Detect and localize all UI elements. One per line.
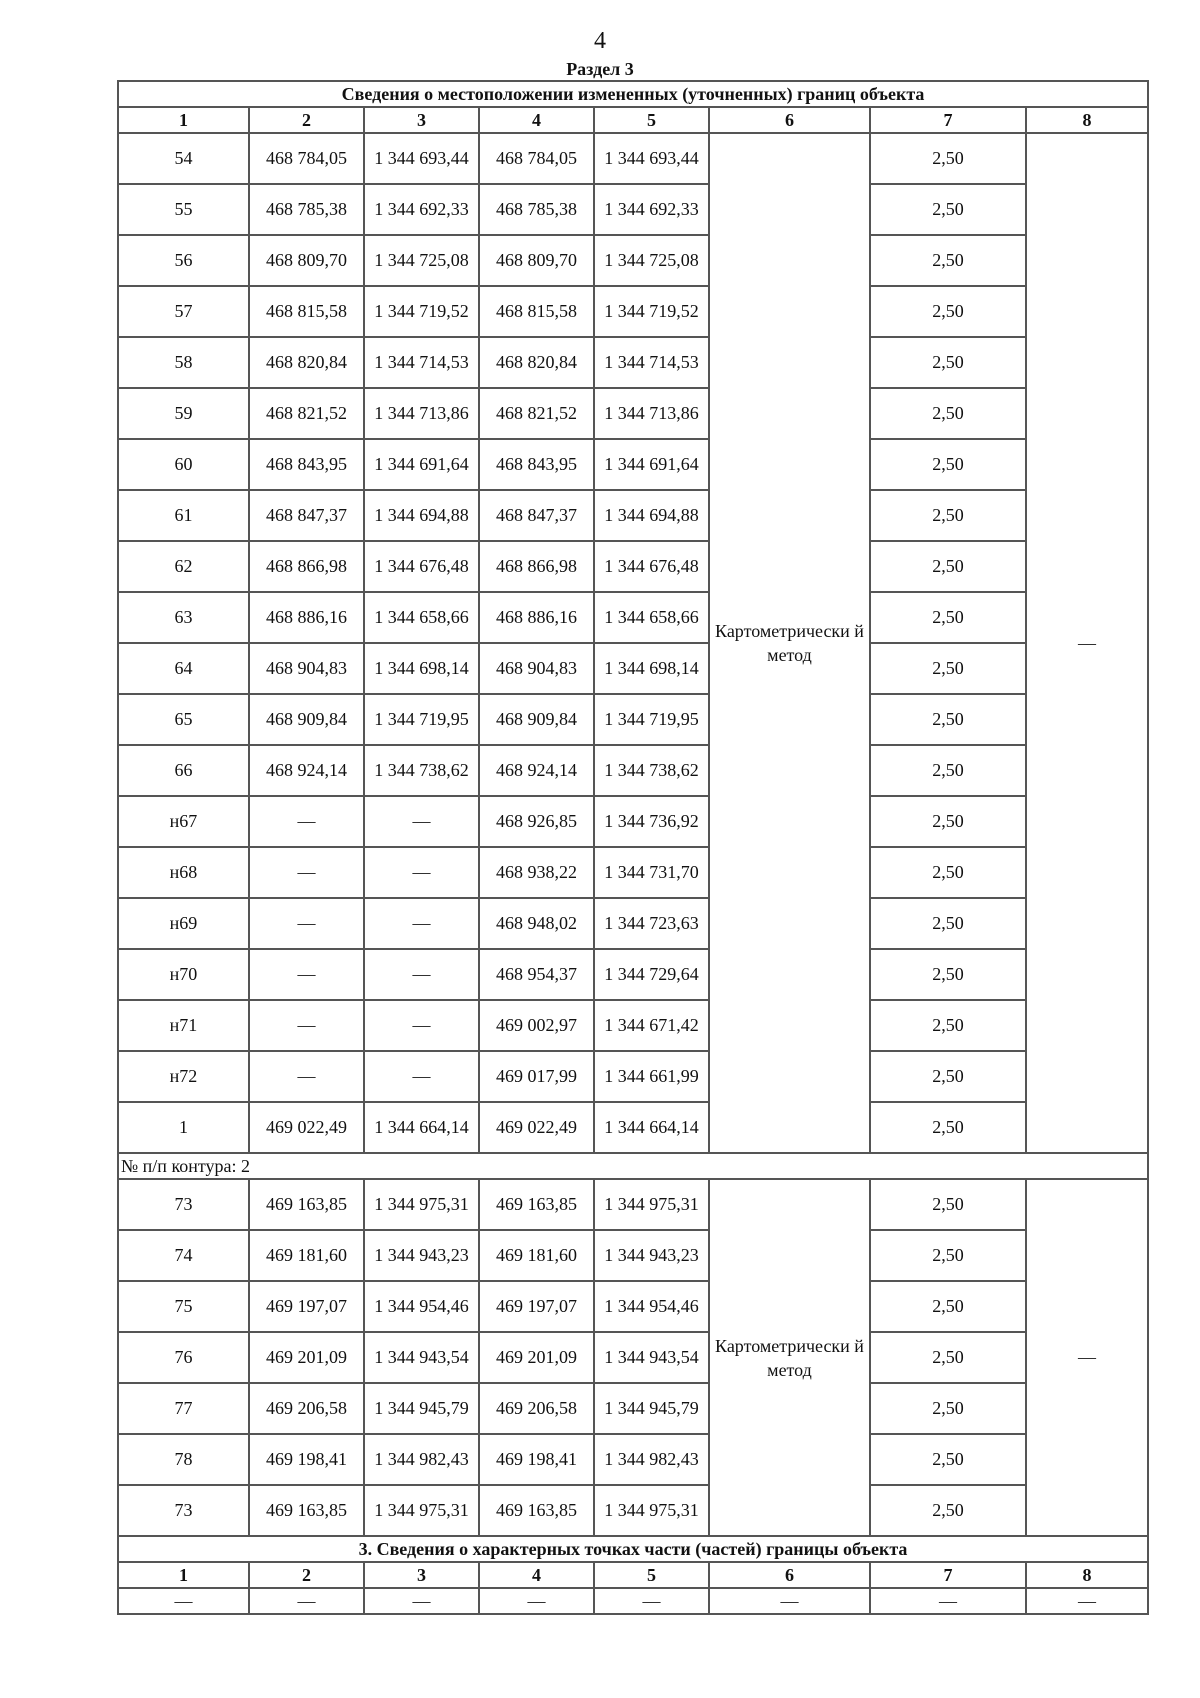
new-y: 1 344 692,33 xyxy=(594,184,709,235)
existing-x: 468 809,70 xyxy=(249,235,364,286)
new-y: 1 344 725,08 xyxy=(594,235,709,286)
new-y: 1 344 719,52 xyxy=(594,286,709,337)
new-x: 468 866,98 xyxy=(479,541,594,592)
existing-y: 1 344 954,46 xyxy=(364,1281,479,1332)
column-number: 7 xyxy=(870,107,1026,133)
point-number: 54 xyxy=(118,133,249,184)
part-dash: — xyxy=(1026,1588,1148,1614)
existing-y: 1 344 738,62 xyxy=(364,745,479,796)
existing-y: 1 344 676,48 xyxy=(364,541,479,592)
existing-x: 469 181,60 xyxy=(249,1230,364,1281)
table-row xyxy=(118,184,1148,235)
point-number: н69 xyxy=(118,898,249,949)
point-number: 58 xyxy=(118,337,249,388)
point-number: 57 xyxy=(118,286,249,337)
point-number: 55 xyxy=(118,184,249,235)
new-y: 1 344 661,99 xyxy=(594,1051,709,1102)
table-row xyxy=(118,1332,1148,1383)
precision-value: 2,50 xyxy=(870,796,1026,847)
existing-y: — xyxy=(364,1000,479,1051)
new-y: 1 344 975,31 xyxy=(594,1485,709,1536)
existing-y: — xyxy=(364,1051,479,1102)
point-number: 73 xyxy=(118,1179,249,1230)
column-number: 4 xyxy=(479,107,594,133)
point-number: 56 xyxy=(118,235,249,286)
col8-dash: — xyxy=(1026,1179,1148,1536)
point-number: 63 xyxy=(118,592,249,643)
existing-x: 468 886,16 xyxy=(249,592,364,643)
column-number: 1 xyxy=(118,1562,249,1588)
column-number: 1 xyxy=(118,107,249,133)
new-x: 468 784,05 xyxy=(479,133,594,184)
existing-y: 1 344 719,95 xyxy=(364,694,479,745)
new-x: 468 904,83 xyxy=(479,643,594,694)
new-x: 468 843,95 xyxy=(479,439,594,490)
precision-value: 2,50 xyxy=(870,1485,1026,1536)
column-number: 7 xyxy=(870,1562,1026,1588)
existing-x: 468 847,37 xyxy=(249,490,364,541)
point-number: н68 xyxy=(118,847,249,898)
precision-value: 2,50 xyxy=(870,898,1026,949)
new-x: 469 022,49 xyxy=(479,1102,594,1153)
table-row xyxy=(118,1485,1148,1536)
table-row xyxy=(118,1434,1148,1485)
precision-value: 2,50 xyxy=(870,184,1026,235)
table-title-row xyxy=(118,81,1148,107)
point-number: 61 xyxy=(118,490,249,541)
existing-x: 468 785,38 xyxy=(249,184,364,235)
column-number: 6 xyxy=(709,107,870,133)
existing-y: 1 344 691,64 xyxy=(364,439,479,490)
new-x: 468 926,85 xyxy=(479,796,594,847)
table-row xyxy=(118,847,1148,898)
precision-value: 2,50 xyxy=(870,1332,1026,1383)
column-number: 6 xyxy=(709,1562,870,1588)
new-x: 468 909,84 xyxy=(479,694,594,745)
table-row xyxy=(118,337,1148,388)
existing-x: 468 815,58 xyxy=(249,286,364,337)
precision-value: 2,50 xyxy=(870,235,1026,286)
table-row xyxy=(118,592,1148,643)
new-x: 468 815,58 xyxy=(479,286,594,337)
part-header-row xyxy=(118,1562,1148,1588)
existing-y: 1 344 713,86 xyxy=(364,388,479,439)
precision-value: 2,50 xyxy=(870,745,1026,796)
table-row xyxy=(118,1281,1148,1332)
table-row xyxy=(118,643,1148,694)
boundary-table xyxy=(117,80,1149,1615)
precision-value: 2,50 xyxy=(870,694,1026,745)
precision-value: 2,50 xyxy=(870,1230,1026,1281)
existing-x: 468 843,95 xyxy=(249,439,364,490)
new-y: 1 344 954,46 xyxy=(594,1281,709,1332)
existing-y: — xyxy=(364,949,479,1000)
column-number: 8 xyxy=(1026,1562,1148,1588)
existing-x: 468 904,83 xyxy=(249,643,364,694)
new-y: 1 344 975,31 xyxy=(594,1179,709,1230)
part-dash: — xyxy=(249,1588,364,1614)
method-cell: Картометрически й метод xyxy=(709,133,870,1153)
new-x: 468 948,02 xyxy=(479,898,594,949)
point-number: 73 xyxy=(118,1485,249,1536)
point-number: 1 xyxy=(118,1102,249,1153)
new-x: 468 847,37 xyxy=(479,490,594,541)
new-y: 1 344 664,14 xyxy=(594,1102,709,1153)
new-x: 469 002,97 xyxy=(479,1000,594,1051)
existing-y: 1 344 698,14 xyxy=(364,643,479,694)
contour-label: № п/п контура: 2 xyxy=(118,1153,1148,1179)
part-title: 3. Сведения о характерных точках части (частей) границы объекта xyxy=(118,1536,1148,1562)
new-x: 469 201,09 xyxy=(479,1332,594,1383)
column-number: 2 xyxy=(249,107,364,133)
point-number: 76 xyxy=(118,1332,249,1383)
new-x: 468 886,16 xyxy=(479,592,594,643)
existing-x: 468 821,52 xyxy=(249,388,364,439)
precision-value: 2,50 xyxy=(870,847,1026,898)
column-number: 2 xyxy=(249,1562,364,1588)
contour-label-row xyxy=(118,1153,1148,1179)
table-row xyxy=(118,898,1148,949)
new-x: 469 163,85 xyxy=(479,1485,594,1536)
existing-x: — xyxy=(249,847,364,898)
new-x: 468 821,52 xyxy=(479,388,594,439)
existing-y: 1 344 975,31 xyxy=(364,1179,479,1230)
method-cell: Картометрически й метод xyxy=(709,1179,870,1536)
part-dash: — xyxy=(364,1588,479,1614)
new-y: 1 344 729,64 xyxy=(594,949,709,1000)
precision-value: 2,50 xyxy=(870,439,1026,490)
existing-y: 1 344 693,44 xyxy=(364,133,479,184)
new-x: 469 197,07 xyxy=(479,1281,594,1332)
new-y: 1 344 693,44 xyxy=(594,133,709,184)
table-row xyxy=(118,694,1148,745)
point-number: 59 xyxy=(118,388,249,439)
table-row xyxy=(118,796,1148,847)
point-number: н70 xyxy=(118,949,249,1000)
column-number: 3 xyxy=(364,1562,479,1588)
new-y: 1 344 731,70 xyxy=(594,847,709,898)
table-row xyxy=(118,1051,1148,1102)
existing-x: 469 198,41 xyxy=(249,1434,364,1485)
table-row xyxy=(118,133,1148,184)
part-dash: — xyxy=(709,1588,870,1614)
point-number: 78 xyxy=(118,1434,249,1485)
part-dash: — xyxy=(594,1588,709,1614)
new-y: 1 344 943,54 xyxy=(594,1332,709,1383)
part-title-row xyxy=(118,1536,1148,1562)
table-row xyxy=(118,949,1148,1000)
existing-y: 1 344 719,52 xyxy=(364,286,479,337)
table-row xyxy=(118,745,1148,796)
existing-x: 468 909,84 xyxy=(249,694,364,745)
existing-y: 1 344 694,88 xyxy=(364,490,479,541)
table-row xyxy=(118,1000,1148,1051)
new-x: 469 206,58 xyxy=(479,1383,594,1434)
precision-value: 2,50 xyxy=(870,1434,1026,1485)
existing-x: 469 206,58 xyxy=(249,1383,364,1434)
column-number: 4 xyxy=(479,1562,594,1588)
precision-value: 2,50 xyxy=(870,1000,1026,1051)
part-dash: — xyxy=(118,1588,249,1614)
new-y: 1 344 943,23 xyxy=(594,1230,709,1281)
precision-value: 2,50 xyxy=(870,1383,1026,1434)
point-number: н67 xyxy=(118,796,249,847)
part-dash: — xyxy=(870,1588,1026,1614)
part-row xyxy=(118,1588,1148,1614)
existing-x: — xyxy=(249,898,364,949)
point-number: 77 xyxy=(118,1383,249,1434)
existing-y: — xyxy=(364,898,479,949)
new-x: 468 938,22 xyxy=(479,847,594,898)
existing-x: — xyxy=(249,1051,364,1102)
existing-y: 1 344 658,66 xyxy=(364,592,479,643)
new-y: 1 344 714,53 xyxy=(594,337,709,388)
point-number: 66 xyxy=(118,745,249,796)
precision-value: 2,50 xyxy=(870,337,1026,388)
new-x: 469 017,99 xyxy=(479,1051,594,1102)
new-x: 468 809,70 xyxy=(479,235,594,286)
new-y: 1 344 658,66 xyxy=(594,592,709,643)
precision-value: 2,50 xyxy=(870,1179,1026,1230)
new-y: 1 344 736,92 xyxy=(594,796,709,847)
precision-value: 2,50 xyxy=(870,1102,1026,1153)
new-y: 1 344 713,86 xyxy=(594,388,709,439)
col8-dash: — xyxy=(1026,133,1148,1153)
existing-y: 1 344 714,53 xyxy=(364,337,479,388)
existing-y: 1 344 692,33 xyxy=(364,184,479,235)
table-row xyxy=(118,439,1148,490)
new-x: 468 924,14 xyxy=(479,745,594,796)
table-row xyxy=(118,1102,1148,1153)
existing-y: 1 344 945,79 xyxy=(364,1383,479,1434)
new-x: 468 954,37 xyxy=(479,949,594,1000)
existing-y: 1 344 975,31 xyxy=(364,1485,479,1536)
table-title: Сведения о местоположении измененных (уточненных) границ объекта xyxy=(118,81,1148,107)
existing-y: 1 344 943,23 xyxy=(364,1230,479,1281)
new-y: 1 344 982,43 xyxy=(594,1434,709,1485)
point-number: н71 xyxy=(118,1000,249,1051)
existing-x: 468 784,05 xyxy=(249,133,364,184)
table-row xyxy=(118,1383,1148,1434)
new-x: 469 181,60 xyxy=(479,1230,594,1281)
column-number: 5 xyxy=(594,1562,709,1588)
point-number: 75 xyxy=(118,1281,249,1332)
existing-y: — xyxy=(364,847,479,898)
existing-x: — xyxy=(249,949,364,1000)
existing-x: 469 163,85 xyxy=(249,1179,364,1230)
precision-value: 2,50 xyxy=(870,1281,1026,1332)
point-number: н72 xyxy=(118,1051,249,1102)
page-number: 4 xyxy=(594,28,606,54)
new-x: 468 785,38 xyxy=(479,184,594,235)
precision-value: 2,50 xyxy=(870,133,1026,184)
existing-x: 469 022,49 xyxy=(249,1102,364,1153)
existing-y: 1 344 725,08 xyxy=(364,235,479,286)
new-y: 1 344 698,14 xyxy=(594,643,709,694)
new-y: 1 344 945,79 xyxy=(594,1383,709,1434)
column-number: 5 xyxy=(594,107,709,133)
new-y: 1 344 694,88 xyxy=(594,490,709,541)
boundary-table-body xyxy=(118,81,1148,1614)
new-y: 1 344 723,63 xyxy=(594,898,709,949)
point-number: 60 xyxy=(118,439,249,490)
precision-value: 2,50 xyxy=(870,541,1026,592)
table-row xyxy=(118,541,1148,592)
new-y: 1 344 719,95 xyxy=(594,694,709,745)
new-x: 469 163,85 xyxy=(479,1179,594,1230)
column-number: 8 xyxy=(1026,107,1148,133)
new-y: 1 344 738,62 xyxy=(594,745,709,796)
table-row xyxy=(118,388,1148,439)
new-x: 468 820,84 xyxy=(479,337,594,388)
column-number: 3 xyxy=(364,107,479,133)
precision-value: 2,50 xyxy=(870,388,1026,439)
point-number: 62 xyxy=(118,541,249,592)
section-title: Раздел 3 xyxy=(566,59,634,79)
precision-value: 2,50 xyxy=(870,643,1026,694)
table-row xyxy=(118,1230,1148,1281)
existing-y: 1 344 664,14 xyxy=(364,1102,479,1153)
new-y: 1 344 671,42 xyxy=(594,1000,709,1051)
precision-value: 2,50 xyxy=(870,949,1026,1000)
precision-value: 2,50 xyxy=(870,1051,1026,1102)
existing-x: 469 201,09 xyxy=(249,1332,364,1383)
point-number: 74 xyxy=(118,1230,249,1281)
existing-x: 468 820,84 xyxy=(249,337,364,388)
existing-x: — xyxy=(249,796,364,847)
existing-x: — xyxy=(249,1000,364,1051)
table-row xyxy=(118,490,1148,541)
new-y: 1 344 676,48 xyxy=(594,541,709,592)
existing-x: 468 866,98 xyxy=(249,541,364,592)
part-dash: — xyxy=(479,1588,594,1614)
precision-value: 2,50 xyxy=(870,286,1026,337)
point-number: 65 xyxy=(118,694,249,745)
table-row xyxy=(118,286,1148,337)
precision-value: 2,50 xyxy=(870,490,1026,541)
point-number: 64 xyxy=(118,643,249,694)
new-y: 1 344 691,64 xyxy=(594,439,709,490)
precision-value: 2,50 xyxy=(870,592,1026,643)
existing-y: 1 344 943,54 xyxy=(364,1332,479,1383)
existing-x: 469 197,07 xyxy=(249,1281,364,1332)
existing-y: — xyxy=(364,796,479,847)
table-row xyxy=(118,235,1148,286)
table-row xyxy=(118,1179,1148,1230)
existing-y: 1 344 982,43 xyxy=(364,1434,479,1485)
new-x: 469 198,41 xyxy=(479,1434,594,1485)
existing-x: 469 163,85 xyxy=(249,1485,364,1536)
table-header-row xyxy=(118,107,1148,133)
existing-x: 468 924,14 xyxy=(249,745,364,796)
